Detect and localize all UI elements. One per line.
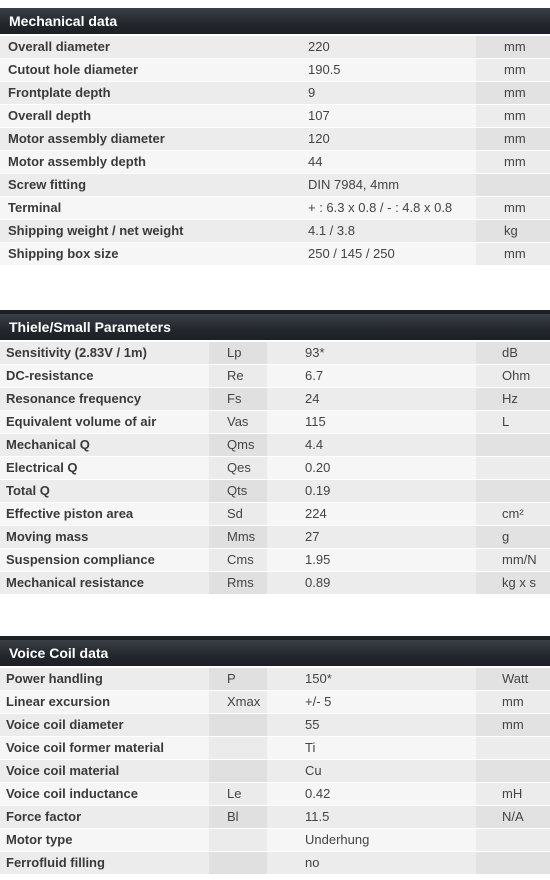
table-row <box>0 572 550 594</box>
mechanical-data-table <box>0 36 550 265</box>
row-value: 11.5 <box>267 806 476 828</box>
table-row <box>0 503 550 525</box>
row-label: Overall depth <box>0 105 300 127</box>
row-symbol: Fs <box>209 388 267 410</box>
row-value: 250 / 145 / 250 <box>300 243 476 265</box>
row-symbol: Vas <box>209 411 267 433</box>
table-row <box>0 411 550 433</box>
row-label: Total Q <box>0 480 209 502</box>
row-unit: mm <box>476 36 550 58</box>
row-value: 0.19 <box>267 480 476 502</box>
row-unit: mm <box>476 714 550 736</box>
row-symbol <box>209 852 267 874</box>
row-symbol: Qes <box>209 457 267 479</box>
row-unit: mm <box>476 197 550 219</box>
row-symbol: Rms <box>209 572 267 594</box>
table-row <box>0 457 550 479</box>
row-label: Overall diameter <box>0 36 300 58</box>
table-row <box>0 243 550 265</box>
table-row <box>0 105 550 127</box>
row-label: Mechanical resistance <box>0 572 209 594</box>
row-value: 190.5 <box>300 59 476 81</box>
row-unit: mm <box>476 128 550 150</box>
row-value: 150* <box>267 668 476 690</box>
mechanical-data-section <box>0 8 550 266</box>
table-row <box>0 526 550 548</box>
row-label: Voice coil material <box>0 760 209 782</box>
row-label: Mechanical Q <box>0 434 209 456</box>
row-symbol: Qms <box>209 434 267 456</box>
row-value: 93* <box>267 342 476 364</box>
row-label: Voice coil former material <box>0 737 209 759</box>
row-value: Cu <box>267 760 476 782</box>
table-row <box>0 549 550 571</box>
row-symbol <box>209 714 267 736</box>
row-unit: kg <box>476 220 550 242</box>
row-value: 224 <box>267 503 476 525</box>
row-unit: Hz <box>476 388 550 410</box>
row-label: DC-resistance <box>0 365 209 387</box>
row-unit <box>476 760 550 782</box>
row-unit: mm <box>476 82 550 104</box>
row-value: 0.89 <box>267 572 476 594</box>
row-symbol: Re <box>209 365 267 387</box>
row-label: Shipping box size <box>0 243 300 265</box>
section-title: Thiele/Small Parameters <box>0 310 550 340</box>
row-symbol: Cms <box>209 549 267 571</box>
row-label: Motor assembly diameter <box>0 128 300 150</box>
row-label: Ferrofluid filling <box>0 852 209 874</box>
voice-coil-table <box>0 668 550 874</box>
row-label: Effective piston area <box>0 503 209 525</box>
table-row <box>0 806 550 828</box>
table-row <box>0 59 550 81</box>
row-value: 4.4 <box>267 434 476 456</box>
row-value: 0.42 <box>267 783 476 805</box>
row-label: Linear excursion <box>0 691 209 713</box>
row-value: 55 <box>267 714 476 736</box>
row-unit <box>476 434 550 456</box>
row-label: Motor type <box>0 829 209 851</box>
row-label: Shipping weight / net weight <box>0 220 300 242</box>
row-unit <box>476 480 550 502</box>
row-unit: g <box>476 526 550 548</box>
section-title: Mechanical data <box>0 8 550 34</box>
row-value: 107 <box>300 105 476 127</box>
row-value: 115 <box>267 411 476 433</box>
table-row <box>0 783 550 805</box>
row-value: no <box>267 852 476 874</box>
row-unit: mH <box>476 783 550 805</box>
row-unit <box>476 457 550 479</box>
row-label: Electrical Q <box>0 457 209 479</box>
table-row <box>0 82 550 104</box>
row-symbol <box>209 760 267 782</box>
row-symbol: Mms <box>209 526 267 548</box>
row-label: Power handling <box>0 668 209 690</box>
row-symbol: Xmax <box>209 691 267 713</box>
row-symbol <box>209 737 267 759</box>
row-value: 0.20 <box>267 457 476 479</box>
table-row <box>0 434 550 456</box>
row-value: 4.1 / 3.8 <box>300 220 476 242</box>
row-unit: dB <box>476 342 550 364</box>
row-label: Voice coil inductance <box>0 783 209 805</box>
table-row <box>0 480 550 502</box>
table-row <box>0 852 550 874</box>
row-label: Moving mass <box>0 526 209 548</box>
row-unit: mm <box>476 691 550 713</box>
row-unit: Ohm <box>476 365 550 387</box>
row-unit <box>476 829 550 851</box>
row-label: Frontplate depth <box>0 82 300 104</box>
row-value: 9 <box>300 82 476 104</box>
table-row <box>0 714 550 736</box>
row-value: DIN 7984, 4mm <box>300 174 476 196</box>
table-row <box>0 760 550 782</box>
row-unit: mm/N <box>476 549 550 571</box>
row-label: Terminal <box>0 197 300 219</box>
table-row <box>0 365 550 387</box>
thiele-small-section <box>0 310 550 595</box>
row-unit: mm <box>476 151 550 173</box>
row-label: Force factor <box>0 806 209 828</box>
row-unit <box>476 852 550 874</box>
table-row <box>0 220 550 242</box>
table-row <box>0 342 550 364</box>
row-value: 1.95 <box>267 549 476 571</box>
row-label: Voice coil diameter <box>0 714 209 736</box>
row-unit: mm <box>476 59 550 81</box>
table-row <box>0 691 550 713</box>
thiele-small-table <box>0 342 550 594</box>
row-symbol: Le <box>209 783 267 805</box>
row-unit <box>476 174 550 196</box>
row-symbol: Qts <box>209 480 267 502</box>
row-value: 27 <box>267 526 476 548</box>
row-value: 44 <box>300 151 476 173</box>
row-value: Ti <box>267 737 476 759</box>
row-unit: kg x s <box>476 572 550 594</box>
row-label: Suspension compliance <box>0 549 209 571</box>
row-symbol: Bl <box>209 806 267 828</box>
row-unit: Watt <box>476 668 550 690</box>
row-unit: cm² <box>476 503 550 525</box>
row-label: Cutout hole diameter <box>0 59 300 81</box>
row-label: Sensitivity (2.83V / 1m) <box>0 342 209 364</box>
table-row <box>0 197 550 219</box>
voice-coil-section <box>0 636 550 875</box>
table-row <box>0 128 550 150</box>
row-unit: N/A <box>476 806 550 828</box>
table-row <box>0 36 550 58</box>
row-value: 220 <box>300 36 476 58</box>
table-row <box>0 668 550 690</box>
row-unit: mm <box>476 243 550 265</box>
row-value: 24 <box>267 388 476 410</box>
table-row <box>0 737 550 759</box>
row-value: + : 6.3 x 0.8 / - : 4.8 x 0.8 <box>300 197 476 219</box>
row-value: 6.7 <box>267 365 476 387</box>
row-unit: L <box>476 411 550 433</box>
table-row <box>0 829 550 851</box>
table-row <box>0 174 550 196</box>
row-symbol <box>209 829 267 851</box>
row-label: Motor assembly depth <box>0 151 300 173</box>
row-unit: mm <box>476 105 550 127</box>
row-unit <box>476 737 550 759</box>
row-value: Underhung <box>267 829 476 851</box>
row-symbol: Sd <box>209 503 267 525</box>
table-row <box>0 151 550 173</box>
section-title: Voice Coil data <box>0 636 550 666</box>
row-value: 120 <box>300 128 476 150</box>
row-symbol: P <box>209 668 267 690</box>
row-symbol: Lp <box>209 342 267 364</box>
row-label: Screw fitting <box>0 174 300 196</box>
row-value: +/- 5 <box>267 691 476 713</box>
table-row <box>0 388 550 410</box>
row-label: Equivalent volume of air <box>0 411 209 433</box>
row-label: Resonance frequency <box>0 388 209 410</box>
